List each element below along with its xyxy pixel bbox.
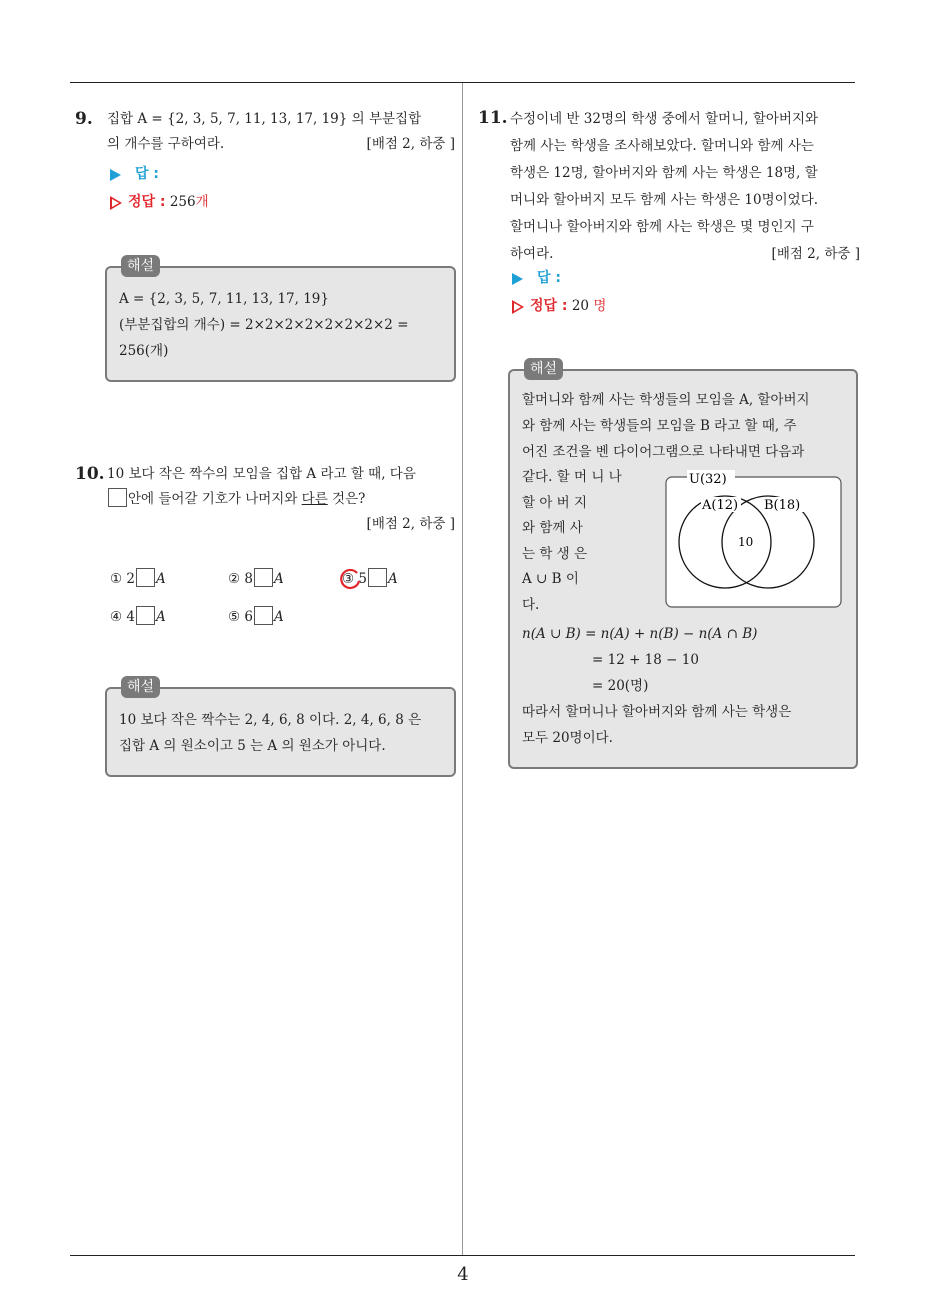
set-symbol: A <box>155 609 166 625</box>
option-label: ③ <box>342 571 355 587</box>
explanation-line: A ∪ B 이 <box>522 571 579 588</box>
venn-a-label: A(12) <box>702 498 739 513</box>
venn-diagram <box>665 467 845 607</box>
blank-box <box>254 568 273 587</box>
column-divider <box>462 83 463 1255</box>
question-line: 하여라. <box>510 246 554 262</box>
venn-b-label: B(18) <box>764 498 801 513</box>
bottom-rule <box>70 1255 855 1256</box>
question-line: 함께 사는 학생을 조사해보았다. 할머니와 함께 사는 <box>510 138 814 154</box>
explanation-label: 해설 <box>121 255 160 277</box>
question-line: 학생은 12명, 할아버지와 함께 사는 학생은 18명, 할 <box>510 165 818 181</box>
score-meta: [배점 2, 하중 ] <box>771 246 860 262</box>
answer-label: 답 : <box>135 166 159 182</box>
question-text <box>107 462 455 537</box>
explanation-line: 같다. 할 머 니 나 <box>522 469 622 485</box>
question-line: 안에 들어갈 기호가 나머지와 <box>128 491 302 507</box>
explanation-box <box>105 258 456 382</box>
question-line: 의 개수를 구하여라. <box>107 136 225 152</box>
filled-triangle-icon <box>512 273 523 285</box>
question-line: 집합 A = {2, 3, 5, 7, 11, 13, 17, 19} 의 부분집합 <box>107 111 422 127</box>
explanation-label: 해설 <box>121 676 160 698</box>
question-line: 수정이네 반 32명의 학생 중에서 할머니, 할아버지와 <box>510 111 819 127</box>
option-label: ④ 4 <box>110 609 135 625</box>
set-symbol: A <box>388 571 398 587</box>
question-line: 할머니나 할아버지와 함께 사는 학생은 몇 명인지 구 <box>510 219 814 235</box>
explanation-line: 다. <box>522 596 540 613</box>
correct-unit: 개 <box>195 194 209 210</box>
explanation-line: 모두 20명이다. <box>522 730 613 746</box>
explanation-line: 10 보다 작은 짝수는 2, 4, 6, 8 이다. 2, 4, 6, 8 은 <box>119 712 422 728</box>
equation-line: = 20(명) <box>592 678 649 694</box>
underlined-word: 다른 <box>301 491 328 507</box>
option-label: ② 8 <box>228 571 253 587</box>
question-number: 9. <box>75 109 93 129</box>
set-symbol: A <box>273 571 284 587</box>
question-9 <box>75 107 455 157</box>
blank-box <box>254 606 273 625</box>
explanation-line: 256(개) <box>119 343 169 359</box>
blank-box <box>136 568 155 587</box>
explanation-line: 는 학 생 은 <box>522 545 588 562</box>
correct-unit: 명 <box>593 298 607 314</box>
question-text <box>510 106 860 268</box>
score-meta: [배점 2, 하중 ] <box>366 136 455 152</box>
question-number: 10. <box>75 464 105 484</box>
blank-box <box>368 568 387 587</box>
explanation-narrow-text <box>522 465 657 619</box>
question-10 <box>75 462 455 537</box>
blank-box <box>136 606 155 625</box>
set-symbol: A <box>273 609 284 625</box>
question-line: 것은? <box>327 491 366 507</box>
explanation-line: (부분집합의 개수) = 2×2×2×2×2×2×2×2 = <box>119 317 409 333</box>
explanation-line: A = {2, 3, 5, 7, 11, 13, 17, 19} <box>119 291 329 307</box>
option-label: ⑤ 6 <box>228 609 253 625</box>
explanation-line: 할머니와 함께 사는 학생들의 모임을 A, 할아버지 <box>522 392 810 408</box>
venn-intersection-label: 10 <box>738 535 754 549</box>
correct-label: 정답 : <box>128 194 166 210</box>
set-symbol: A <box>155 571 166 587</box>
explanation-box <box>105 679 456 777</box>
score-meta: [배점 2, 하중 ] <box>366 516 455 532</box>
option-1[interactable] <box>110 568 166 587</box>
answer-label: 답 : <box>537 270 561 286</box>
explanation-line: 따라서 할머니나 할아버지와 함께 사는 학생은 <box>522 704 792 720</box>
outline-triangle-icon <box>512 300 524 314</box>
explanation-line: 어진 조건을 벤 다이어그램으로 나타내면 다음과 <box>522 444 805 460</box>
option-label: ① 2 <box>110 571 135 587</box>
selected-circle-mark <box>337 567 363 593</box>
correct-value: 20 <box>571 298 590 314</box>
correct-label: 정답 : <box>530 298 568 314</box>
question-number: 11. <box>478 108 508 128</box>
equation-line: n(A ∪ B) = n(A) + n(B) − n(A ∩ B) <box>522 626 758 642</box>
explanation-line: 와 함께 사 <box>522 520 583 537</box>
answer-block <box>110 160 209 216</box>
explanation-line: 집합 A 의 원소이고 5 는 A 의 원소가 아니다. <box>119 738 386 754</box>
explanation-line: 할 아 버 지 <box>522 494 588 511</box>
page-number: 4 <box>457 1264 469 1285</box>
correct-value: 256 <box>169 194 196 210</box>
explanation-line: 와 함께 사는 학생들의 모임을 B 라고 할 때, 주 <box>522 418 797 434</box>
option-4[interactable] <box>110 606 166 625</box>
explanation-box <box>508 361 858 769</box>
question-line: 머니와 할아버지 모두 함께 사는 학생은 10명이었다. <box>510 192 819 208</box>
option-2[interactable] <box>228 568 284 587</box>
option-5[interactable] <box>228 606 284 625</box>
answer-block <box>512 264 606 320</box>
question-line: 10 보다 작은 짝수의 모임을 집합 A 라고 할 때, 다음 <box>107 466 416 482</box>
option-number: 5 <box>358 571 367 587</box>
venn-universe-label: U(32) <box>689 472 727 487</box>
question-text <box>107 107 455 157</box>
question-11 <box>478 106 860 268</box>
equation-line: = 12 + 18 − 10 <box>592 652 699 668</box>
blank-box <box>108 488 127 507</box>
filled-triangle-icon <box>110 169 121 181</box>
outline-triangle-icon <box>110 196 122 210</box>
option-3[interactable] <box>342 568 398 587</box>
explanation-label: 해설 <box>524 358 563 380</box>
